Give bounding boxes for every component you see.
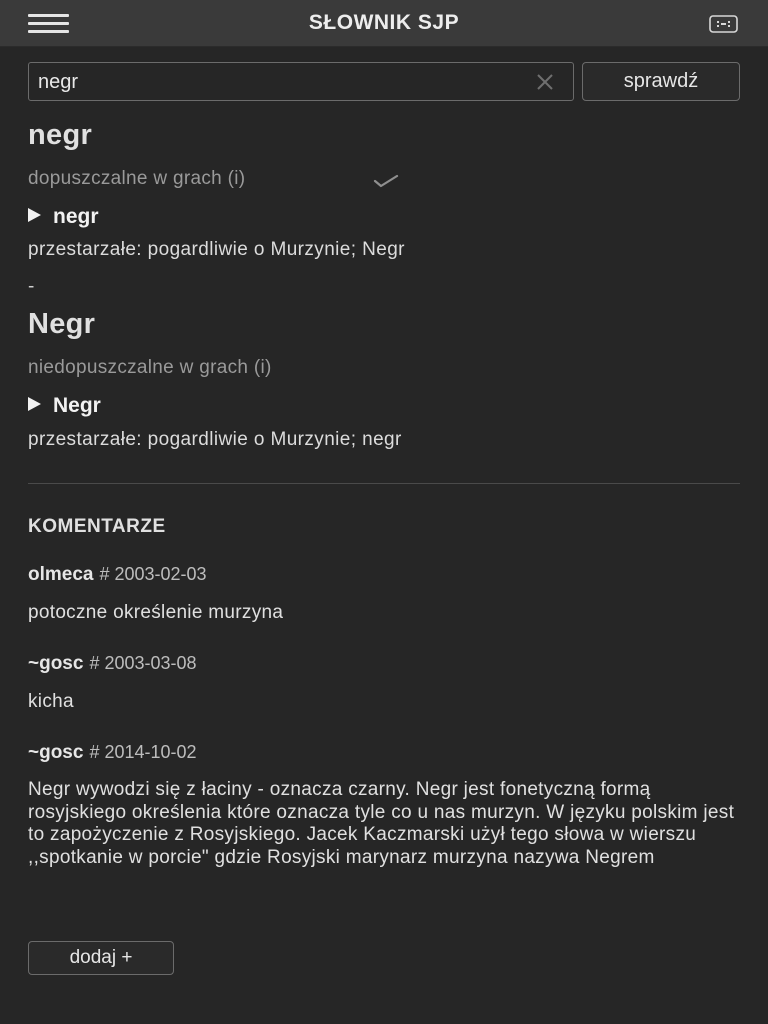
comment-meta [28,564,207,586]
divider [28,483,740,484]
sense-definition: przestarzałe: pogardliwie o Murzynie; Negr [28,239,405,260]
close-icon[interactable] [535,72,555,92]
comment-date[interactable]: # 2003-02-03 [99,564,207,584]
sense-definition: przestarzałe: pogardliwie o Murzynie; negr [28,429,402,450]
add-comment-button[interactable]: dodaj + [28,941,174,975]
search-box [28,62,574,101]
entry-separator: - [28,276,35,297]
search-input[interactable] [38,71,528,93]
checkmark-icon [373,173,399,189]
keyboard-icon[interactable] [709,15,738,33]
sense-toggle[interactable] [28,205,99,229]
sense-title: negr [53,205,99,228]
entry-word: Negr [28,308,96,340]
app-title: SŁOWNIK SJP [308,11,460,34]
check-button[interactable]: sprawdź [582,62,740,101]
entry-word: negr [28,119,93,151]
comment-meta [28,742,197,764]
entry-status[interactable]: dopuszczalne w grach (i) [28,168,246,189]
comment-meta [28,653,197,675]
entry-status[interactable]: niedopuszczalne w grach (i) [28,357,272,378]
comments-heading: KOMENTARZE [28,516,166,537]
sense-title: Negr [53,394,101,417]
comment-date[interactable]: # 2014-10-02 [89,742,197,762]
comment-author[interactable]: ~gosc [28,653,84,674]
expand-arrow-icon [28,397,41,411]
comment-author[interactable]: olmeca [28,564,94,585]
comment-author[interactable]: ~gosc [28,742,84,763]
comment-text: Negr wywodzi się z łaciny - oznacza czarny. Negr jest fonetyczną formą rosyjskiego określenia które oznacza tyle co u nas murzyn. W języku polskim jest to zapożyczenie z Rosyjskiego. Jacek Kaczmarski użył tego słowa w wierszu ,,spotkanie w porcie" gdzie Rosyjski marynarz murzyna nazywa Negrem [28,779,735,868]
comment-date[interactable]: # 2003-03-08 [89,653,197,673]
top-bar [0,0,768,47]
comment-text: potoczne określenie murzyna [28,602,284,623]
sense-toggle[interactable] [28,394,101,418]
expand-arrow-icon [28,208,41,222]
comment-text: kicha [28,691,74,712]
